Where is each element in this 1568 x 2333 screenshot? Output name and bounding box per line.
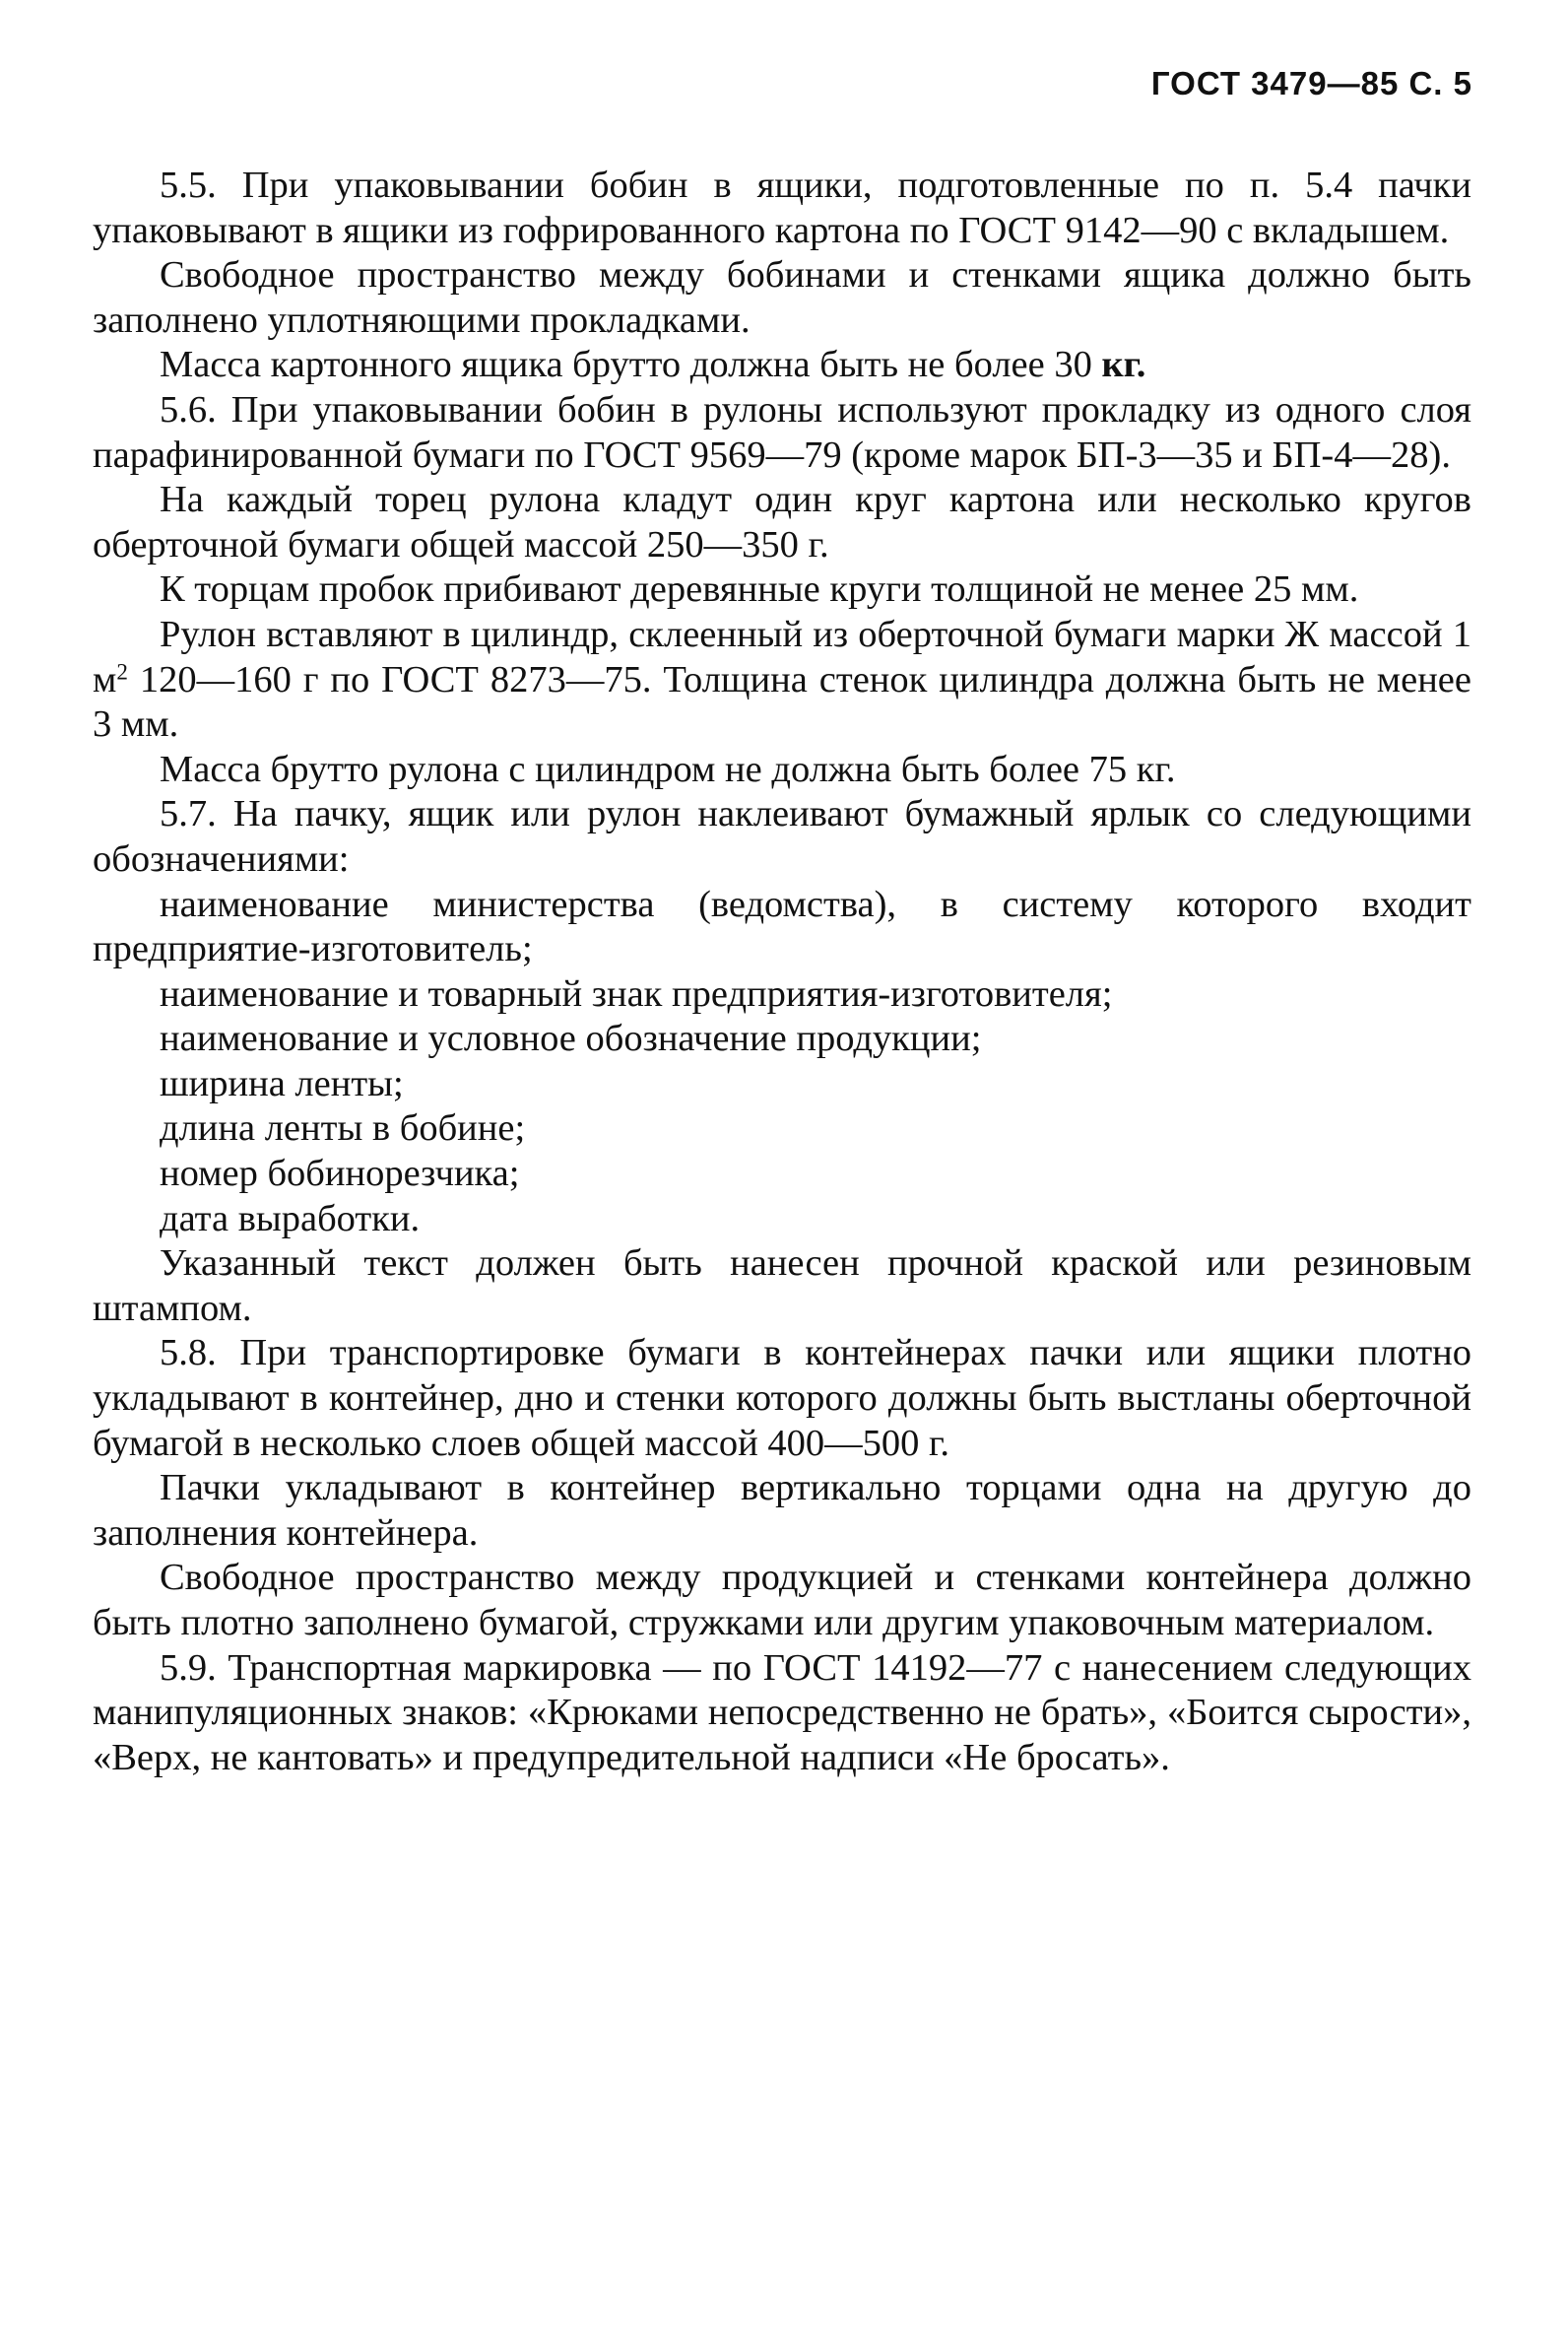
- list-item: ширина ленты;: [160, 1062, 404, 1104]
- paragraph-5-6: 5.6. При упаковывании бобин в рулоны используют прокладку из одного слоя парафинированной бумаги по ГОСТ 9569—79 (кроме марок БП-3—35 и БП-4—28).: [93, 388, 1471, 476]
- paragraph-cylinder: [93, 613, 1471, 748]
- paragraph-container-fill: Свободное пространство между продукцией и стенками контейнера должно быть плотно заполнено бумагой, стружками или другим упаковочным материалом.: [93, 1557, 1471, 1643]
- paragraph-box-mass: [93, 343, 1471, 388]
- paragraph-free-space-boxes: Свободное пространство между бобинами и стенками ящика должно быть заполнено уплотняющими прокладками.: [93, 254, 1471, 341]
- list-item: наименование и условное обозначение продукции;: [160, 1018, 982, 1060]
- cylinder-text-end: 120—160 г по ГОСТ 8273—75. Толщина стенок цилиндра должна быть не менее 3 мм.: [93, 658, 1471, 746]
- paragraph-vertical-stacking: Пачки укладывают в контейнер вертикально торцами одна на другую до заполнения контейнера.: [93, 1467, 1471, 1554]
- square-meter-superscript: 2: [116, 657, 128, 684]
- label-items-list: [93, 972, 1471, 1242]
- list-item: наименование и товарный знак предприятия-изготовителя;: [160, 972, 1113, 1015]
- list-item: номер бобинорезчика;: [160, 1153, 520, 1195]
- list-item: длина ленты в бобине;: [160, 1107, 526, 1150]
- list-item: дата выработки.: [160, 1197, 421, 1239]
- paragraph-ministry-name: наименование министерства (ведомства), в систему которого входит предприятие-изготовитель;: [93, 883, 1471, 970]
- paragraph-plug-ends: К торцам пробок прибивают деревянные круги толщиной не менее 25 мм.: [160, 568, 1359, 611]
- paragraph-5-5: 5.5. При упаковывании бобин в ящики, подготовленные по п. 5.4 пачки упаковывают в ящики из гофрированного картона по ГОСТ 9142—90 с вкладышем.: [93, 165, 1471, 251]
- document-body: [93, 164, 1471, 1780]
- box-mass-unit: кг.: [1101, 344, 1146, 386]
- running-header: ГОСТ 3479—85 С. 5: [1150, 65, 1472, 101]
- paragraph-5-7: 5.7. На пачку, ящик или рулон наклеивают бумажный ярлык со следующими обозначениями:: [93, 793, 1471, 880]
- paragraph-label-text: Указанный текст должен быть нанесен прочной краской или резиновым штампом.: [93, 1242, 1471, 1329]
- paragraph-5-9: 5.9. Транспортная маркировка — по ГОСТ 14192—77 с нанесением следующих манипуляционных знаков: «Крюками непосредственно не брать», «Боится сырости», «Верх, не кантовать» и предупредительной надписи «Не бросать».: [93, 1646, 1471, 1778]
- box-mass-text: Масса картонного ящика брутто должна быть не более 30: [160, 344, 1102, 386]
- paragraph-roll-ends: На каждый торец рулона кладут один круг картона или несколько кругов оберточной бумаги общей массой 250—350 г.: [93, 479, 1471, 566]
- paragraph-roll-mass: Масса брутто рулона с цилиндром не должна быть более 75 кг.: [160, 748, 1176, 790]
- cylinder-text-start: Рулон вставляют в цилиндр, склеенный из оберточной бумаги марки Ж массой 1 м: [93, 613, 1471, 700]
- paragraph-5-8: 5.8. При транспортировке бумаги в контейнерах пачки или ящики плотно укладывают в контейнер, дно и стенки которого должны быть выстланы оберточной бумагой в несколько слоев общей массой 400—500 г.: [93, 1332, 1471, 1464]
